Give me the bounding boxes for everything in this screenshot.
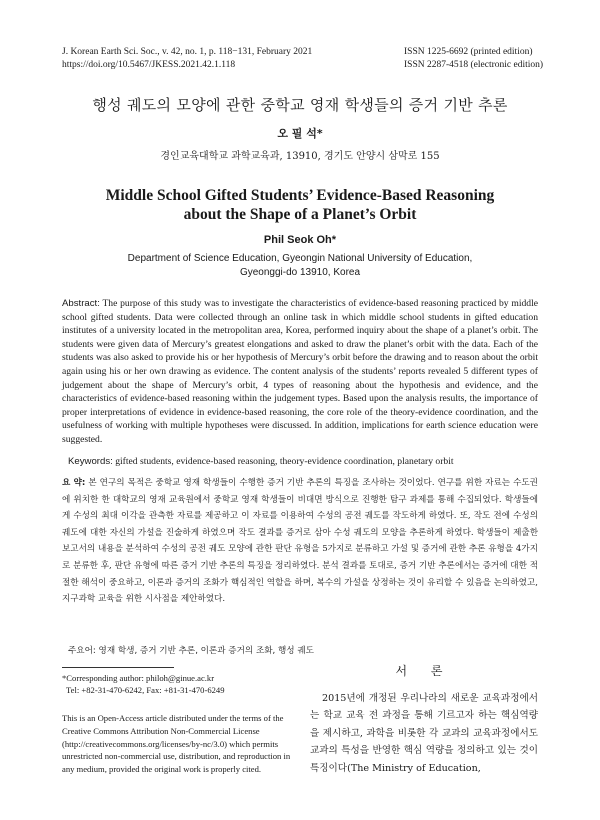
introduction-heading: 서 론 [395,664,453,678]
english-title-line2: about the Shape of a Planet’s Orbit [183,206,417,223]
english-title-line1: Middle School Gifted Students’ Evidence-Based Reasoning [105,187,495,204]
english-keywords [68,456,538,467]
doi-link[interactable]: https://doi.org/10.5467/JKESS.2021.42.1.118 [62,60,236,70]
issn-electronic: ISSN 2287-4518 (electronic edition) [404,60,544,70]
english-affiliation-line1: Department of Science Education, Gyeongin National University of Education, [127,253,473,264]
korean-affiliation: 경인교육대학교 과학교육과, 13910, 경기도 안양시 삼막로 155 [160,151,440,162]
keywords-text: gifted students, evidence-based reasoning, theory-evidence coordination, planetary orbit [112,456,454,467]
english-affiliation [0,252,600,279]
english-abstract [62,297,538,447]
korean-keywords: 주요어: 영재 학생, 증거 기반 추론, 이론과 증거의 조화, 행성 궤도 [68,646,314,656]
korean-abstract [62,475,538,608]
citation-block [62,46,362,72]
corresponding-author: *Corresponding author: philoh@ginue.ac.kr [62,673,215,683]
abstract-label: Abstract: [62,298,100,309]
issn-block [404,46,584,72]
english-affiliation-line2: Gyeonggi-do 13910, Korea [239,266,361,278]
license-notice: This is an Open-Access article distributed under the terms of the Creative Commons Attribution Non-Commercial License (http://creativecommons.org/licenses/by-nc/3.0) which permits unrestricted non-commercial use, distribution, and reproduction in any medium, provided the original work is properly cited. [62,713,291,775]
abstract-text: The purpose of this study was to investigate the characteristics of evidence-based reasoning practiced by middle school gifted students. Data were collected through an online task in which middle school students in gifted education institutes of a university located in the metropolitan area, Korea, performed inquiry about the shape of a planet’s orbit. The students were given data of Mercury’s greatest elongations and asked to draw the planet’s orbit with the data. Each of the students was also asked to provide his or her hypothesis of Mercury’s orbit before the drawing and to reason about the orbit again using his or her own drawing as evidence. The content analysis of the students’ reports revealed 5 different types of judgement about the shape of Mercury’s orbit, 4 types of reasoning about the hypothesis and evidence, and the characteristics of evidence-based reasoning within the judgement types. Based upon the analysis results, the importance of proper interpretations of evidence in evidence-based reasoning, the core role of the theory-evidence coordination, and the usefulness of working with multiple hypotheses were discussed. In addition, implications for earth science education were suggested. [62,298,538,445]
korean-abstract-label: 요 약: [62,478,86,488]
keywords-label: Keywords: [68,456,113,467]
corresponding-footnote [62,673,294,696]
author-contact: Tel: +82-31-470-6242, Fax: +81-31-470-6249 [66,684,225,695]
english-title [0,186,600,224]
english-author: Phil Seok Oh* [263,234,337,246]
korean-abstract-text: 본 연구의 목적은 중학교 영재 학생들이 수행한 증거 기반 추론의 특징을 조사하는 것이었다. 연구를 위한 자료는 수도권에 위치한 한 대학교의 영재 교육원에서 중학교 영재 학생들이 비대면 방식으로 진행한 탐구 과제를 통해 수집되었다. 학생들에게 수성의 최대 이각을 관측한 자료를 제공하고 이 자료를 이용하여 수성의 공전 궤도를 작도하게 하였다. 또, 작도 전에 수성의 궤도에 대한 자신의 가설을 진술하게 하였으며 작도 결과를 증거로 삼아 수성 궤도의 모양을 추론하게 하였다. 학생들이 제출한 보고서의 내용을 분석하여 수성의 공전 궤도 모양에 관한 판단 유형을 5가지로 분류하고 가설 및 증거에 관한 추론 유형을 4가지로 분류한 후, 판단 유형에 따른 증거 기반 추론의 특징을 정리하였다. 분석 결과를 토대로, 증거 기반 추론에서는 증거에 대한 적절한 해석이 중요하고, 이론과 증거의 조화가 핵심적인 역할을 하며, 복수의 가설을 상정하는 것이 유리할 수 있음을 논의하였고, 지구과학 교육을 위한 시사점을 제안하였다. [62,478,538,605]
korean-author: 오 필 석* [277,127,323,140]
issn-print: ISSN 1225-6692 (printed edition) [404,47,533,57]
footnote-divider [62,667,174,668]
korean-title: 행성 궤도의 모양에 관한 중학교 영재 학생들의 증거 기반 추론 [92,96,508,114]
journal-citation: J. Korean Earth Sci. Soc., v. 42, no. 1, p. 118−131, February 2021 [62,47,313,57]
introduction-text: 2015년에 개정된 우리나라의 새로운 교육과정에서는 학교 교육 전 과정을 통해 기르고자 하는 핵심역량을 제시하고, 과학을 비롯한 각 교과의 교육과정에서도 교과의 특성을 반영한 핵심 역량을 정의하고 있는 것이 특징이다(The Ministry of Education, [310,693,538,774]
